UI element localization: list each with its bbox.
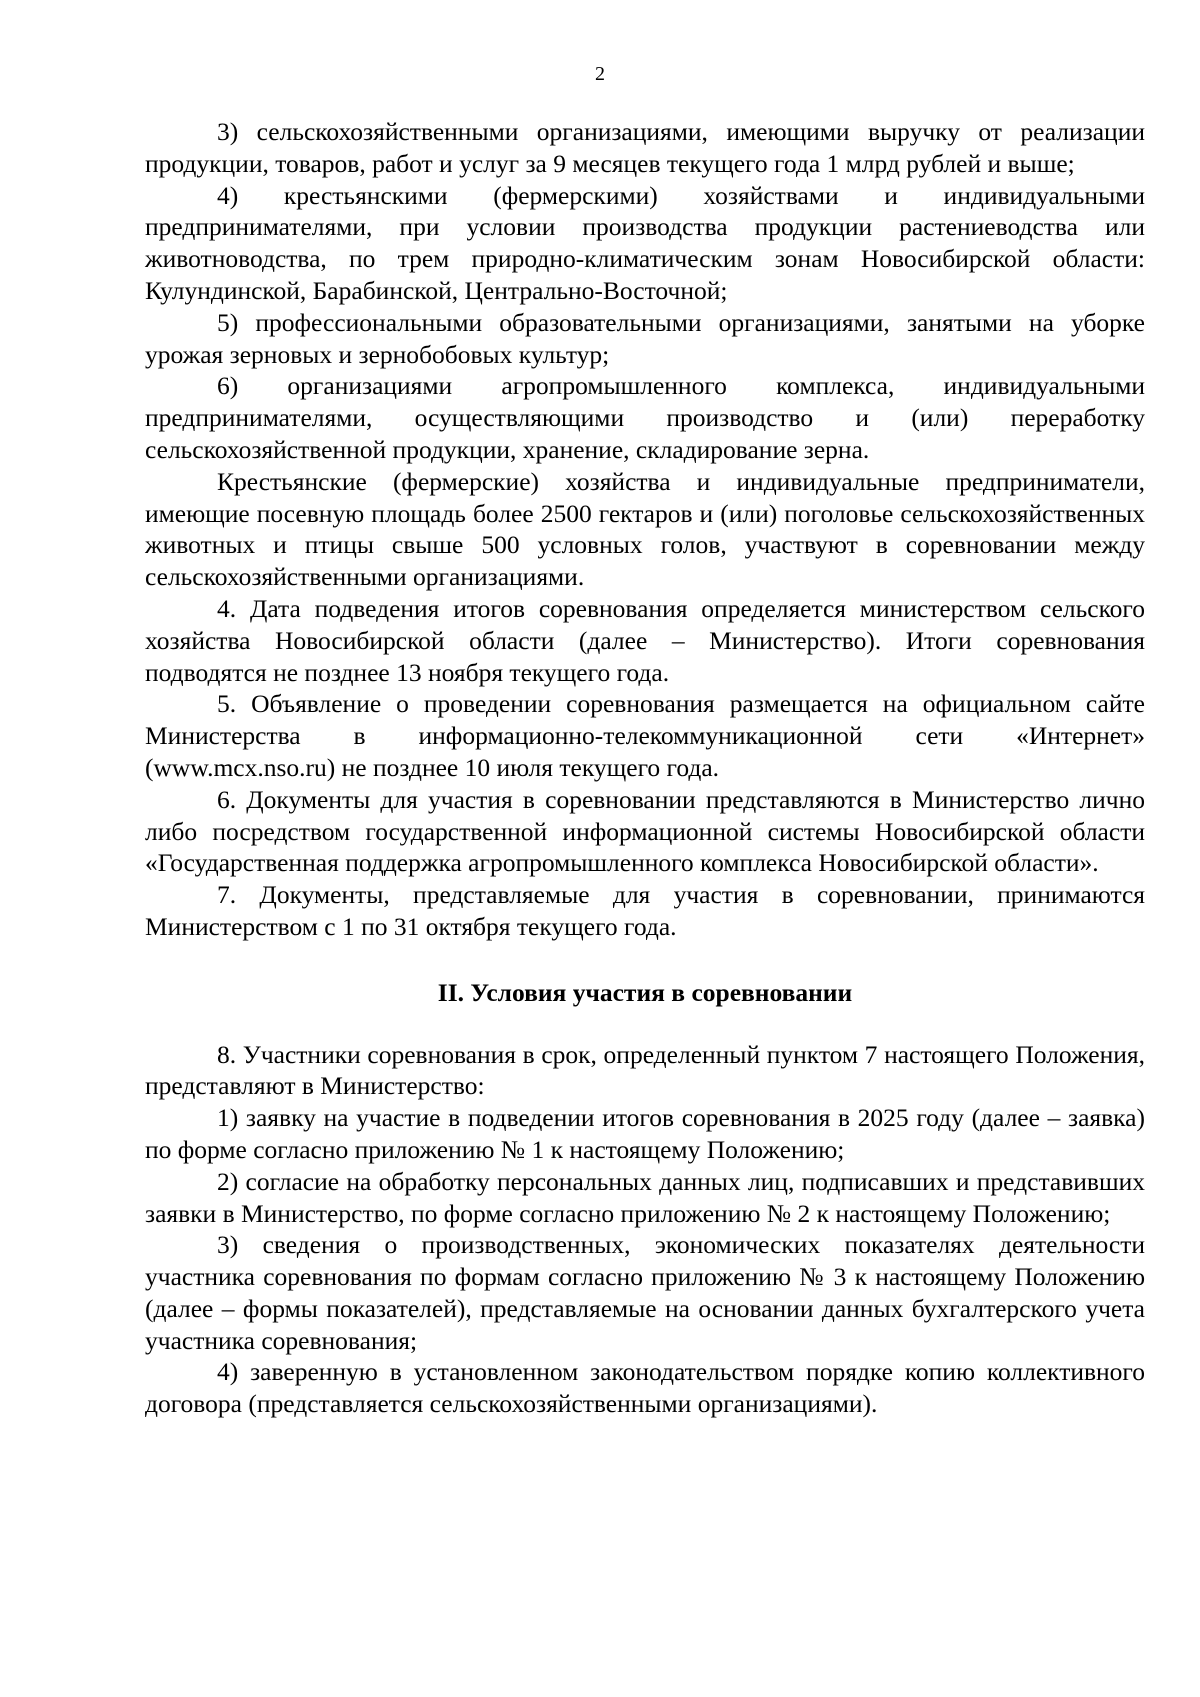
paragraph: 4. Дата подведения итогов соревнования определяется министерством сельского хозяйства Новосибирской области (далее – Министерство). Итоги соревнования подводятся не позднее 13 ноября текущего года. <box>145 593 1145 687</box>
paragraph: Крестьянские (фермерские) хозяйства и индивидуальные предприниматели, имеющие посевную площадь более 2500 гектаров и (или) поголовье сельскохозяйственных животных и птицы свыше 500 условных голов, участвуют в соревновании между сельскохозяйственными организациями. <box>145 466 1145 592</box>
paragraph: 8. Участники соревнования в срок, определенный пунктом 7 настоящего Положения, представляют в Министерство: <box>145 1039 1145 1101</box>
paragraph: 6. Документы для участия в соревновании представляются в Министерство лично либо посредством государственной информационной системы Новосибирской области «Государственная поддержка агропромышленного комплекса Новосибирской области». <box>145 784 1145 878</box>
paragraph: 4) крестьянскими (фермерскими) хозяйствами и индивидуальными предпринимателями, при условии производства продукции растениеводства или животноводства, по трем природно-климатическим зонам Новосибирской области: Кулундинской, Барабинской, Центрально-Восточной; <box>145 180 1145 305</box>
page-number: 2 <box>595 63 605 85</box>
paragraph: 6) организациями агропромышленного комплекса, индивидуальными предпринимателями, осуществляющими производство и (или) переработку сельскохозяйственной продукции, хранение, складирование зерна. <box>145 371 1145 464</box>
paragraph: 5. Объявление о проведении соревнования размещается на официальном сайте Министерства в информационно-телекоммуникационной сети «Интернет» (www.mcx.nso.ru) не позднее 10 июля текущего года. <box>145 689 1145 782</box>
paragraph: 5) профессиональными образовательными организациями, занятыми на уборке урожая зерновых и зернобобовых культур; <box>145 307 1145 369</box>
paragraph: 4) заверенную в установленном законодательством порядке копию коллективного договора (представляется сельскохозяйственными организациями). <box>145 1357 1145 1419</box>
paragraph: 2) согласие на обработку персональных данных лиц, подписавших и представивших заявки в Министерство, по форме согласно приложению № 2 к настоящему Положению; <box>145 1166 1145 1228</box>
paragraph: 1) заявку на участие в подведении итогов соревнования в 2025 году (далее – заявка) по форме согласно приложению № 1 к настоящему Положению; <box>145 1103 1145 1164</box>
section-heading: II. Условия участия в соревновании <box>437 977 853 1007</box>
paragraph: 7. Документы, представляемые для участия в соревновании, принимаются Министерством с 1 по 31 октября текущего года. <box>145 880 1145 941</box>
document-body <box>145 116 1145 1420</box>
paragraph: 3) сведения о производственных, экономических показателях деятельности участника соревнования по формам согласно приложению № 3 к настоящему Положению (далее – формы показателей), представляемые на основании данных бухгалтерского учета участника соревнования; <box>145 1230 1145 1355</box>
paragraph: 3) сельскохозяйственными организациями, имеющими выручку от реализации продукции, товаров, работ и услуг за 9 месяцев текущего года 1 млрд рублей и выше; <box>145 117 1145 178</box>
